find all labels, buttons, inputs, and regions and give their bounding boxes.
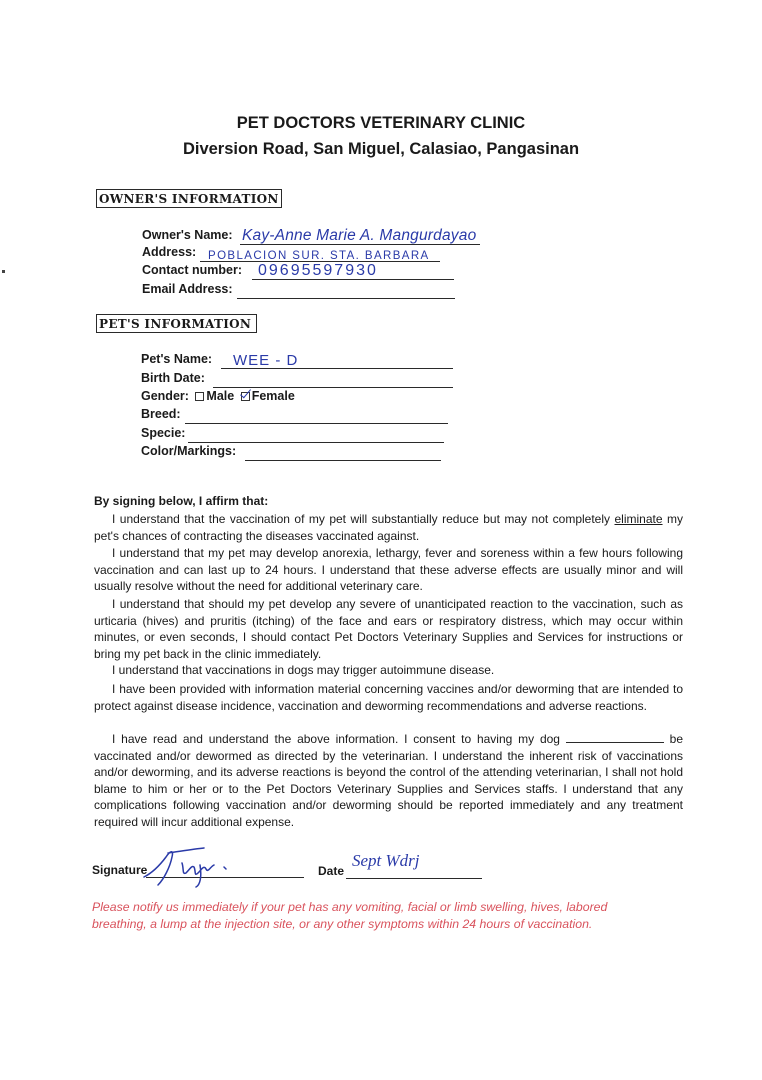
owner-address-row	[142, 245, 452, 263]
male-option-label: Male	[206, 389, 235, 403]
pet-name-field[interactable]	[221, 352, 453, 369]
pet-color-row	[141, 444, 461, 462]
owner-address-label: Address:	[142, 245, 197, 259]
affirm-paragraph-3: I understand that should my pet develop any severe of unanticipated reaction to the vaccination, such as urticaria (hives) and pruritis (itching) of the face and ears or respiratory distress, which may occur within minutes, or even seconds, I should contact Pet Doctors Veterinary Supplies and Services for instructions or bring my pet back in the clinic immediately.	[94, 597, 683, 661]
affirm-heading: By signing below, I affirm that:	[94, 494, 269, 508]
pet-breed-field[interactable]	[185, 407, 448, 424]
owner-name-label: Owner's Name:	[142, 228, 233, 242]
owner-name-value: Kay-Anne Marie A. Mangurdayao	[242, 227, 477, 244]
owner-name-field[interactable]	[240, 228, 480, 245]
pet-section-title: PET'S INFORMATION	[96, 314, 257, 333]
affirm-paragraph-1	[94, 511, 683, 544]
dog-name-blank[interactable]	[566, 732, 664, 743]
female-checkbox[interactable]	[241, 392, 250, 401]
pet-specie-field[interactable]	[188, 426, 444, 443]
female-option-label: Female	[251, 389, 295, 403]
affirm-p1-underlined: eliminate	[614, 512, 663, 526]
date-row	[318, 864, 344, 878]
affirm-p1-text-end: my pet's chances of contracting the diseases vaccinated against.	[94, 512, 683, 543]
pet-birthdate-label: Birth Date:	[141, 371, 205, 385]
affirm-p6-text-end: be vaccinated and/or dewormed as directed by the veterinarian. I understand the inherent risk of vaccinations and/or deworming, and its adverse reactions is beyond the control of the attending veterinarian, I shall not hold blame to him or her or to the Pet Doctors Veterinary Supplies and Services staffs. I understand that any complications following vaccination and/or deworming should be reported immediately and any treatment required will incur additional expense.	[94, 732, 683, 829]
owner-name-row	[142, 228, 512, 246]
owner-section-title: OWNER'S INFORMATION	[96, 189, 282, 208]
vaccination-notice: Please notify us immediately if your pet has any vomiting, facial or limb swelling, hives, labored breathing, a lump at the injection site, or any other symptoms within 24 hours of vaccination.	[92, 900, 608, 931]
affirm-paragraph-5: I have been provided with information material concerning vaccines and/or deworming that are intended to protect against disease incidence, vaccination and deworming recommendations and adverse reactions.	[94, 682, 683, 713]
owner-contact-field[interactable]	[252, 263, 454, 280]
owner-email-row	[142, 282, 462, 300]
date-value: Sept Wdrj	[352, 851, 420, 870]
pet-birthdate-row	[141, 371, 461, 389]
date-label: Date	[318, 864, 345, 878]
male-checkbox[interactable]	[195, 392, 204, 401]
owner-address-field[interactable]	[200, 245, 440, 262]
pet-name-value: WEE - D	[233, 352, 299, 369]
affirm-paragraph-2: I understand that my pet may develop anorexia, lethargy, fever and soreness within a few hours following vaccination and can last up to 24 hours. I understand that these adverse effects are usually minor and will usually resolve without the need for additional veterinary care.	[94, 546, 683, 593]
affirm-p1-text: I understand that the vaccination of my pet will substantially reduce but may not completely	[112, 512, 611, 526]
scan-speck	[2, 270, 5, 273]
pet-name-row	[141, 352, 461, 370]
pet-gender-row	[141, 389, 295, 403]
owner-contact-label: Contact number:	[142, 263, 242, 277]
clinic-name: PET DOCTORS VETERINARY CLINIC	[236, 114, 526, 132]
pet-gender-label: Gender:	[141, 389, 189, 403]
owner-email-field[interactable]	[237, 282, 455, 299]
pet-color-label: Color/Markings:	[141, 444, 237, 458]
pet-breed-row	[141, 407, 461, 425]
pet-specie-row	[141, 426, 461, 444]
affirm-p6-text: I have read and understand the above information. I consent to having my dog	[112, 732, 560, 746]
owner-email-label: Email Address:	[142, 282, 233, 296]
clinic-address: Diversion Road, San Miguel, Calasiao, Pangasinan	[182, 140, 580, 158]
owner-contact-value: 09695597930	[258, 262, 378, 279]
owner-contact-row	[142, 263, 462, 281]
pet-name-label: Pet's Name:	[141, 352, 213, 366]
signature-label: Signature	[92, 863, 148, 877]
pet-color-field[interactable]	[245, 444, 441, 461]
affirm-paragraph-4: I understand that vaccinations in dogs may trigger autoimmune disease.	[112, 663, 495, 677]
pet-birthdate-field[interactable]	[213, 371, 453, 388]
affirm-paragraph-6	[94, 731, 683, 830]
pet-breed-label: Breed:	[141, 407, 181, 421]
signature-drawing	[138, 843, 268, 888]
owner-address-value: POBLACION SUR. STA. BARBARA	[208, 250, 430, 262]
pet-specie-label: Specie:	[141, 426, 186, 440]
